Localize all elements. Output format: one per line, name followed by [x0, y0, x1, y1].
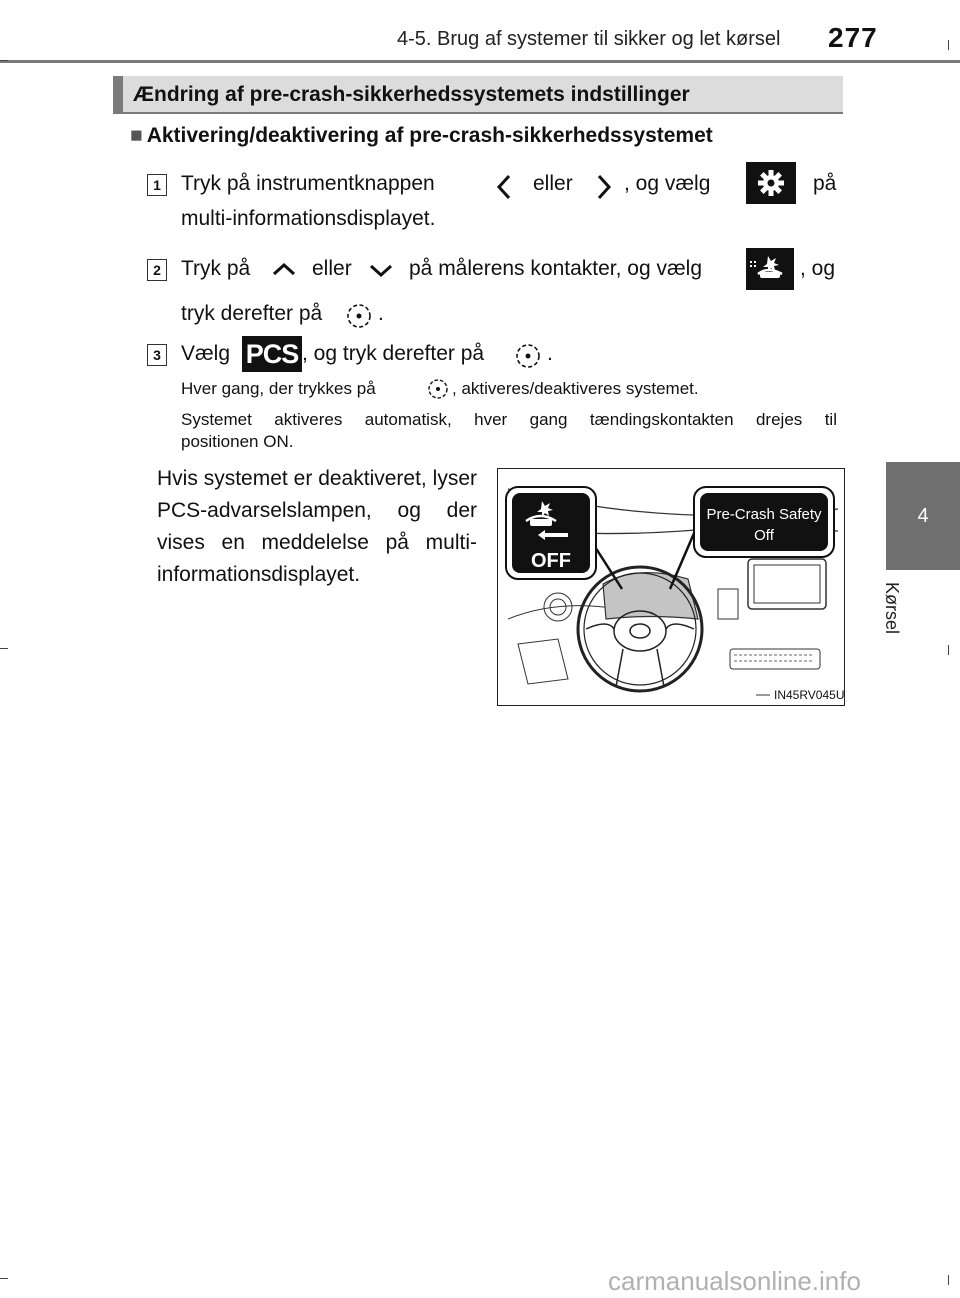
pcs-icon: PCS [242, 336, 302, 372]
step-1-text-a: Tryk på instrumentknappen [181, 172, 435, 195]
subheading-text: Aktivering/deaktivering af pre-crash-sikkerhedssystemet [146, 124, 713, 147]
step-3-note-2a: Systemet aktiveres automatisk, hver gang tændingskontakten drejes til [181, 410, 837, 429]
step-3-text-a: Vælg [181, 342, 231, 365]
step-1-text-d: på [813, 172, 837, 195]
step-2-text-line2a: tryk derefter på [181, 302, 323, 325]
subheading [130, 124, 713, 148]
chapter-tab-label [882, 582, 920, 642]
step-3-text-b: , og tryk derefter på [302, 342, 485, 365]
step-3-note-2b: positionen ON. [181, 432, 294, 451]
footer-watermark: carmanualsonline.info [608, 1266, 861, 1296]
section-header [113, 76, 843, 112]
header-rule [0, 60, 960, 63]
gear-settings-icon [746, 162, 796, 204]
running-header: 4-5. Brug af systemer til sikker og let kørsel [397, 28, 781, 50]
dashboard-drawing [498, 469, 844, 705]
display-message-line1: Pre-Crash Safety [706, 506, 822, 523]
step-2-text-d: , og [800, 257, 836, 280]
off-warning-text: OFF [531, 550, 571, 572]
enter-button-icon [426, 377, 450, 401]
enter-button-icon [345, 302, 373, 330]
step-3-note-1b: , aktiveres/deaktiveres systemet. [452, 379, 699, 398]
chapter-label-text: Kørsel [882, 582, 902, 635]
page-number: 277 [828, 22, 878, 53]
step-2-text-b: eller [312, 257, 352, 280]
step-3-text-c: . [547, 342, 553, 365]
crop-mark [0, 1278, 8, 1279]
enter-button-icon [514, 342, 542, 370]
step-2-text-line2b: . [378, 302, 384, 325]
body-note: Hvis systemet er deaktiveret, lyser PCS-advarselslampen, og der vises en meddelelse på multi-informationsdisplayet. [157, 467, 477, 586]
crop-mark [948, 40, 949, 50]
step-2-text-a: Tryk på [181, 257, 251, 280]
crop-mark [948, 1275, 949, 1285]
chevron-down-icon [367, 258, 395, 282]
pre-crash-safety-icon [746, 248, 794, 290]
square-bullet-icon: ■ [130, 124, 143, 147]
chevron-up-icon [270, 258, 298, 282]
step-1-text-c: , og vælg [624, 172, 711, 195]
dashboard-illustration [497, 468, 845, 706]
crop-mark [0, 60, 8, 61]
display-message-line2: Off [754, 527, 774, 544]
figure-code: IN45RV045U [774, 688, 844, 702]
step-2-text-c: på målerens kontakter, og vælg [409, 257, 702, 280]
chapter-tab: 4 [886, 462, 960, 570]
step-number-1: 1 [147, 174, 167, 196]
step-number-2: 2 [147, 259, 167, 281]
section-rule [113, 112, 843, 114]
chevron-left-icon [493, 172, 515, 202]
step-number-3: 3 [147, 344, 167, 366]
crop-mark [0, 648, 8, 649]
step-1-text-line2: multi-informationsdisplayet. [181, 207, 436, 230]
crop-mark [948, 645, 949, 655]
section-header-bar [113, 76, 123, 112]
step-3-note-1a: Hver gang, der trykkes på [181, 379, 376, 398]
chevron-right-icon [593, 172, 615, 202]
section-title: Ændring af pre-crash-sikkerhedssystemets indstillinger [133, 83, 690, 106]
step-1-text-b: eller [533, 172, 573, 195]
